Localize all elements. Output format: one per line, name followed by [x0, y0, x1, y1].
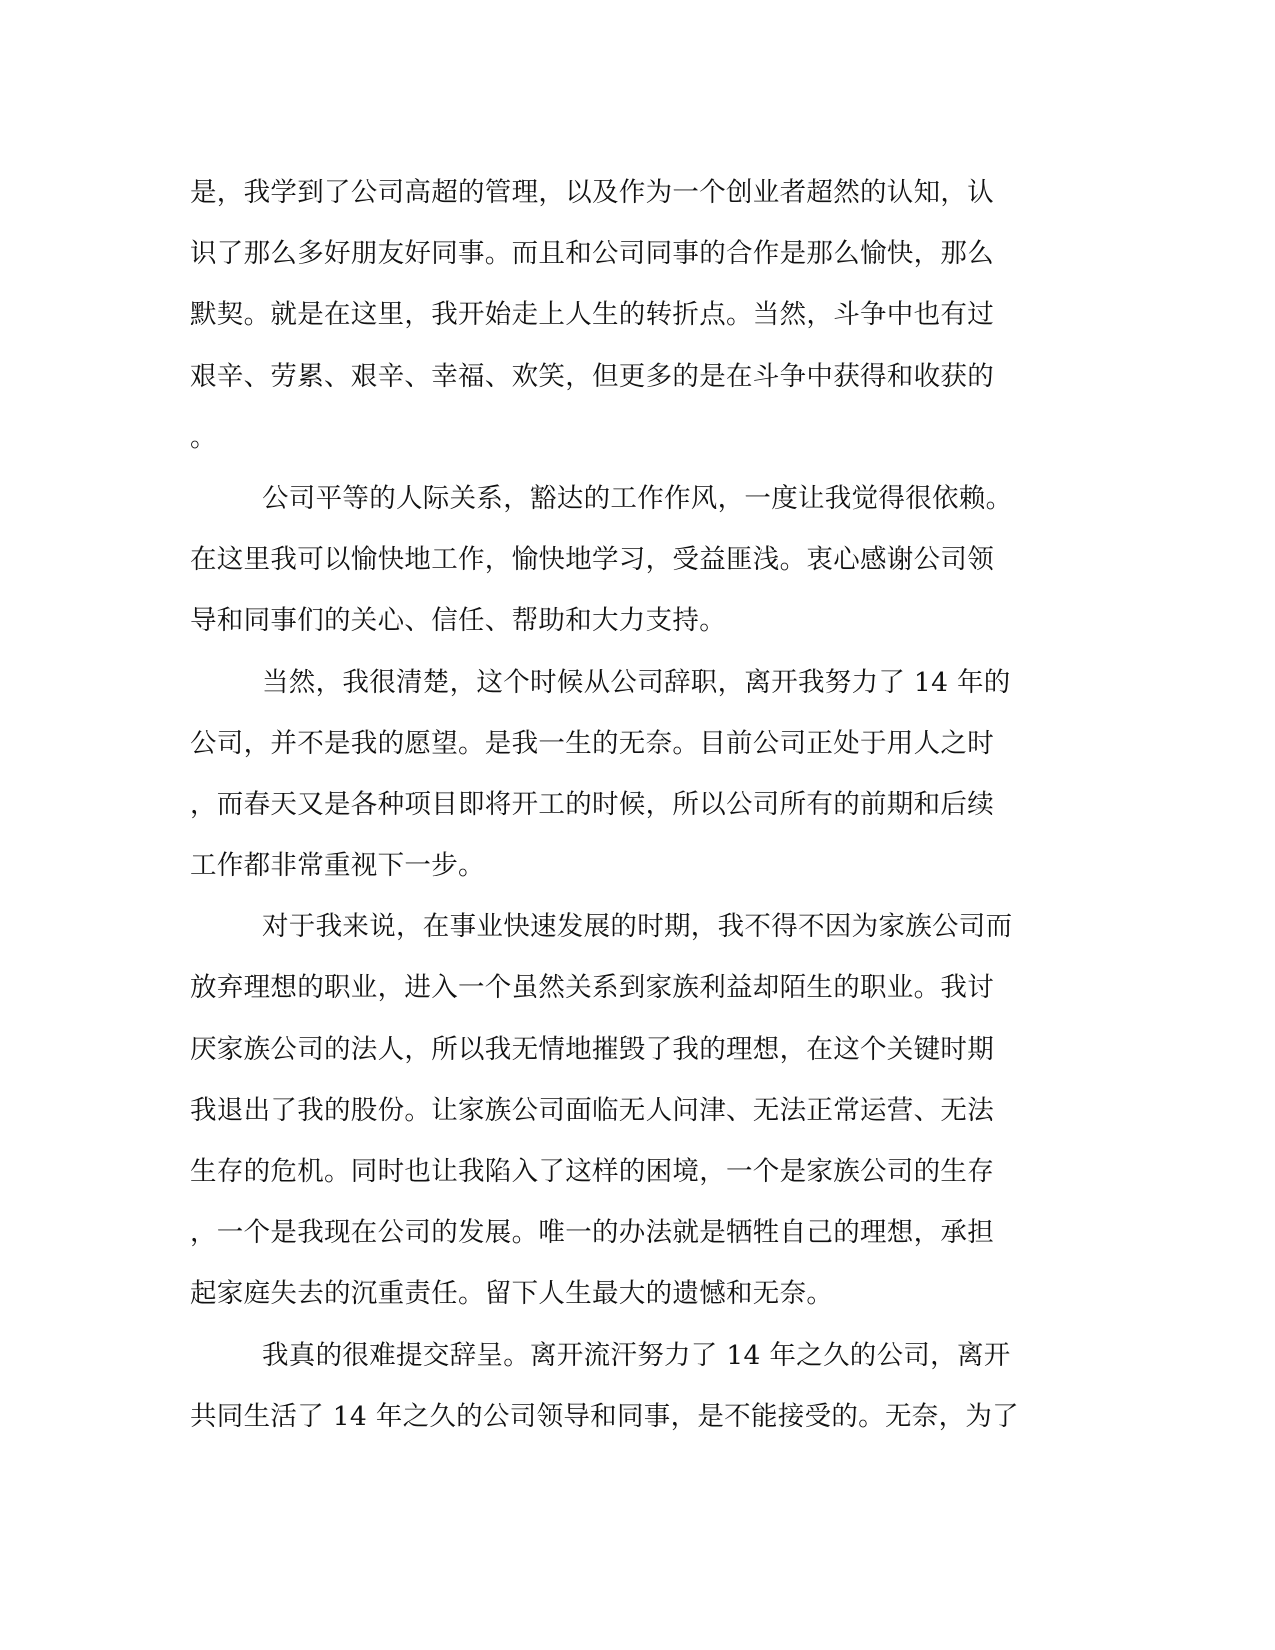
- text-line: 。: [190, 421, 217, 453]
- text-line: 生存的危机。同时也让我陷入了这样的困境，一个是家族公司的生存: [190, 1156, 994, 1187]
- paragraph-first-line: 当然，我很清楚，这个时候从公司辞职，离开我努力了 14 年的: [262, 666, 1011, 698]
- text-line: 工作都非常重视下一步。: [190, 850, 485, 882]
- text-line: 起家庭失去的沉重责任。留下人生最大的遗憾和无奈。: [190, 1278, 834, 1310]
- text-line: 导和同事们的关心、信任、帮助和大力支持。: [190, 605, 726, 637]
- text-line: ，一个是我现在公司的发展。唯一的办法就是牺牲自己的理想，承担: [190, 1217, 994, 1249]
- document-body: [190, 162, 1090, 1447]
- text-line: 放弃理想的职业，进入一个虽然关系到家族利益却陌生的职业。我讨: [190, 972, 994, 1004]
- text-line: 默契。就是在这里，我开始走上人生的转折点。当然，斗争中也有过: [190, 299, 994, 331]
- text-line: 共同生活了 14 年之久的公司领导和同事，是不能接受的。无奈，为了: [190, 1400, 1019, 1432]
- paragraph-first-line: 公司平等的人际关系，豁达的工作作风，一度让我觉得很依赖。: [262, 482, 1013, 514]
- text-line: 我退出了我的股份。让家族公司面临无人问津、无法正常运营、无法: [190, 1094, 994, 1126]
- text-line: 识了那么多好朋友好同事。而且和公司同事的合作是那么愉快，那么: [190, 238, 994, 270]
- paragraph-first-line: 我真的很难提交辞呈。离开流汗努力了 14 年之久的公司，离开: [262, 1339, 1011, 1371]
- text-line: 厌家族公司的法人，所以我无情地摧毁了我的理想，在这个关键时期: [190, 1033, 994, 1065]
- text-line: 在这里我可以愉快地工作，愉快地学习，受益匪浅。衷心感谢公司领: [190, 544, 994, 576]
- text-line: 是，我学到了公司高超的管理，以及作为一个创业者超然的认知，认: [190, 177, 994, 208]
- text-line: 艰辛、劳累、艰辛、幸福、欢笑，但更多的是在斗争中获得和收获的: [190, 360, 994, 392]
- text-line: ，而春天又是各种项目即将开工的时候，所以公司所有的前期和后续: [190, 788, 994, 820]
- paragraph-first-line: 对于我来说，在事业快速发展的时期，我不得不因为家族公司而: [262, 911, 1013, 943]
- text-line: 公司，并不是我的愿望。是我一生的无奈。目前公司正处于用人之时: [190, 727, 994, 759]
